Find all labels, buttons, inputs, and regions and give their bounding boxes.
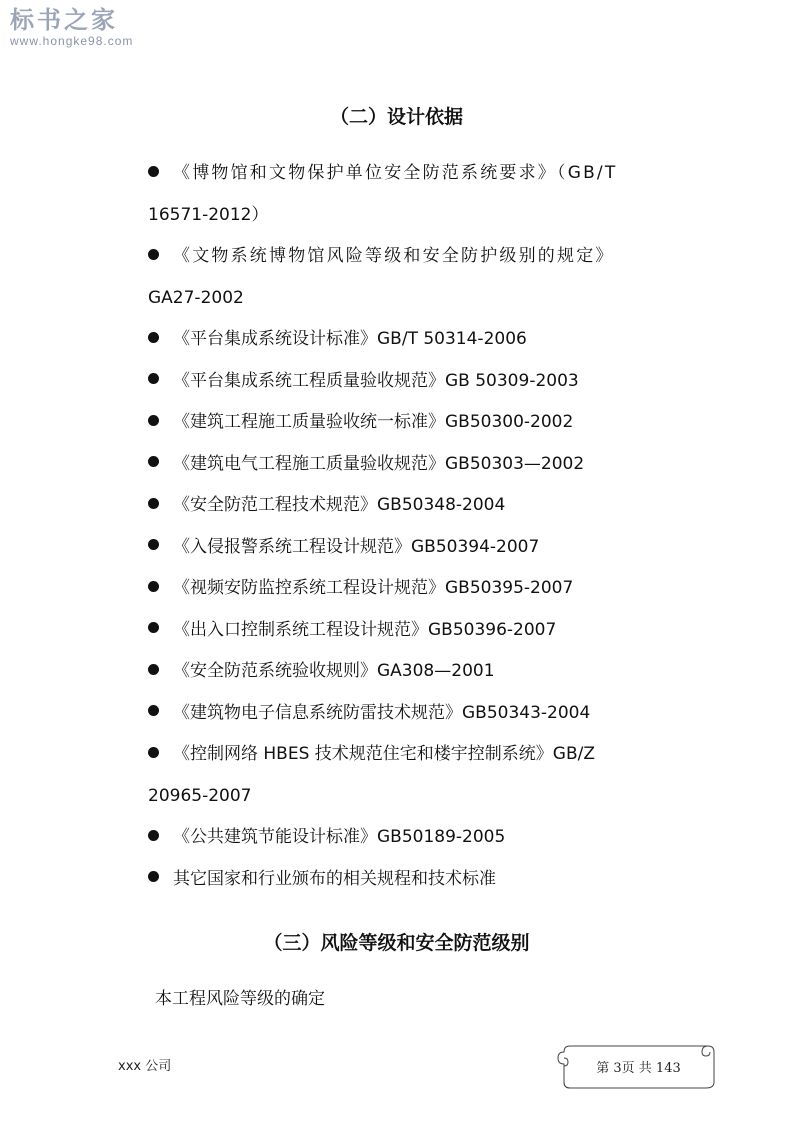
bullet-icon (148, 456, 159, 467)
bullet-icon (148, 871, 159, 882)
watermark-logo (10, 6, 170, 48)
reference-item: 《平台集成系统工程质量验收规范》GB 50309-2003 (148, 361, 688, 403)
reference-item: 《入侵报警系统工程设计规范》GB50394-2007 (148, 527, 688, 569)
page-number-scroll (556, 1042, 721, 1092)
reference-item: 《视频安防监控系统工程设计规范》GB50395-2007 (148, 568, 688, 610)
bullet-icon (148, 373, 159, 384)
bullet-icon (148, 622, 159, 633)
bullet-icon (148, 705, 159, 716)
reference-item: 《出入口控制系统工程设计规范》GB50396-2007 (148, 610, 688, 652)
page-number: 第 3页 共 143 (596, 1061, 681, 1076)
section-2-title: （二）设计依据 (329, 106, 463, 128)
section-3-title: （三）风险等级和安全防范级别 (263, 932, 530, 954)
body-paragraph: 本工程风险等级的确定 (155, 989, 325, 1009)
reference-item: 《建筑电气工程施工质量验收规范》GB50303—2002 (148, 444, 688, 486)
bullet-icon (148, 539, 159, 550)
reference-item: 《安全防范系统验收规则》GA308—2001 (148, 651, 688, 693)
bullet-icon (148, 830, 159, 841)
reference-item: 《平台集成系统设计标准》GB/T 50314-2006 (148, 319, 688, 361)
reference-item: 《博物馆和文物保护单位安全防范系统要求》（GB/T 16571-2012） (148, 163, 618, 225)
bullet-icon (148, 332, 159, 343)
reference-item: 《建筑物电子信息系统防雷技术规范》GB50343-2004 (148, 693, 688, 735)
logo-url: www.hongke98.com (10, 34, 134, 48)
bullet-icon (148, 249, 159, 260)
bullet-icon (148, 581, 159, 592)
footer-company: xxx 公司 (118, 1059, 172, 1074)
reference-item: 其它国家和行业颁布的相关规程和技术标准 (148, 859, 688, 901)
reference-item: 《控制网络 HBES 技术规范住宅和楼宇控制系统》GB/Z 20965-2007 (148, 744, 595, 806)
logo-text: 标书之家 (10, 5, 118, 34)
reference-item: 《文物系统博物馆风险等级和安全防护级别的规定》 GA27-2002 (148, 246, 615, 308)
bullet-icon (148, 166, 159, 177)
bullet-icon (148, 415, 159, 426)
bullet-icon (148, 747, 159, 758)
reference-item: 《公共建筑节能设计标准》GB50189-2005 (148, 817, 688, 859)
bullet-icon (148, 498, 159, 509)
reference-item: 《安全防范工程技术规范》GB50348-2004 (148, 485, 688, 527)
reference-item: 《建筑工程施工质量验收统一标准》GB50300-2002 (148, 402, 688, 444)
bullet-icon (148, 664, 159, 675)
reference-list (148, 153, 688, 900)
